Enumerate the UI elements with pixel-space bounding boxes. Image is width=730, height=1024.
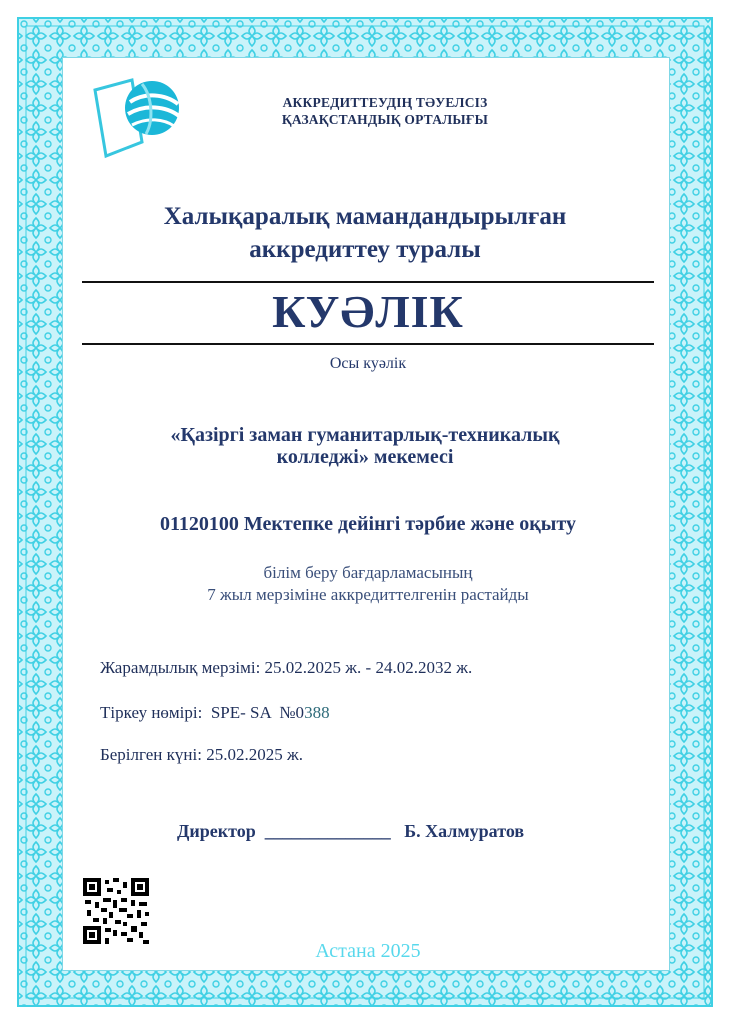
top-rule (82, 281, 654, 283)
description-line-2: 7 жыл мерзіміне аккредиттелгенін растайды (207, 585, 529, 604)
certificate-title (90, 200, 640, 266)
organization-name (250, 94, 520, 128)
validity-label: Жарамдылық мерзімі: (100, 658, 261, 677)
issued-label: Берілген күні: (100, 745, 202, 764)
registration-prefix: SPE- SA №0 (210, 703, 305, 722)
institution-line-2: колледжі» мекемесі (276, 446, 454, 468)
director-label: Директор (177, 821, 256, 841)
description-line-1: білім беру бағдарламасының (263, 563, 473, 582)
program-name: 01120100 Мектепке дейінгі тәрбие және оқыту (160, 513, 576, 535)
issued-value: 25.02.2025 ж. (206, 745, 303, 764)
director-name: Б. Халмуратов (404, 821, 525, 841)
intro-text: Осы куәлік (329, 355, 407, 372)
institution-line-1: «Қазіргі заман гуманитарлық-техникалық (170, 424, 560, 446)
organization-line-1: АККРЕДИТТЕУДІҢ ТӘУЕЛСІЗ (282, 95, 488, 110)
bottom-rule (82, 343, 654, 345)
registration-label: Тіркеу нөмірі: (100, 703, 203, 722)
validity-field (100, 658, 472, 678)
qr-code-icon (83, 878, 149, 944)
registration-field (100, 703, 330, 723)
signature-line: ______________ (264, 821, 391, 841)
signature-block (177, 821, 647, 842)
institution-name (100, 424, 630, 468)
book-globe-logo (90, 72, 190, 164)
title-line-2: аккредиттеу туралы (249, 236, 481, 263)
city-year: Астана 2025 (315, 940, 421, 962)
validity-value: 25.02.2025 ж. - 24.02.2032 ж. (264, 658, 473, 677)
registration-number: 388 (304, 703, 330, 722)
title-line-1: Халықаралық мамандандырылған (163, 203, 567, 230)
certificate-heading: КУӘЛІК (272, 286, 464, 337)
organization-line-2: ҚАЗАҚСТАНДЫҚ ОРТАЛЫҒЫ (281, 112, 489, 127)
accreditation-description (82, 562, 654, 606)
issued-field (100, 745, 303, 765)
